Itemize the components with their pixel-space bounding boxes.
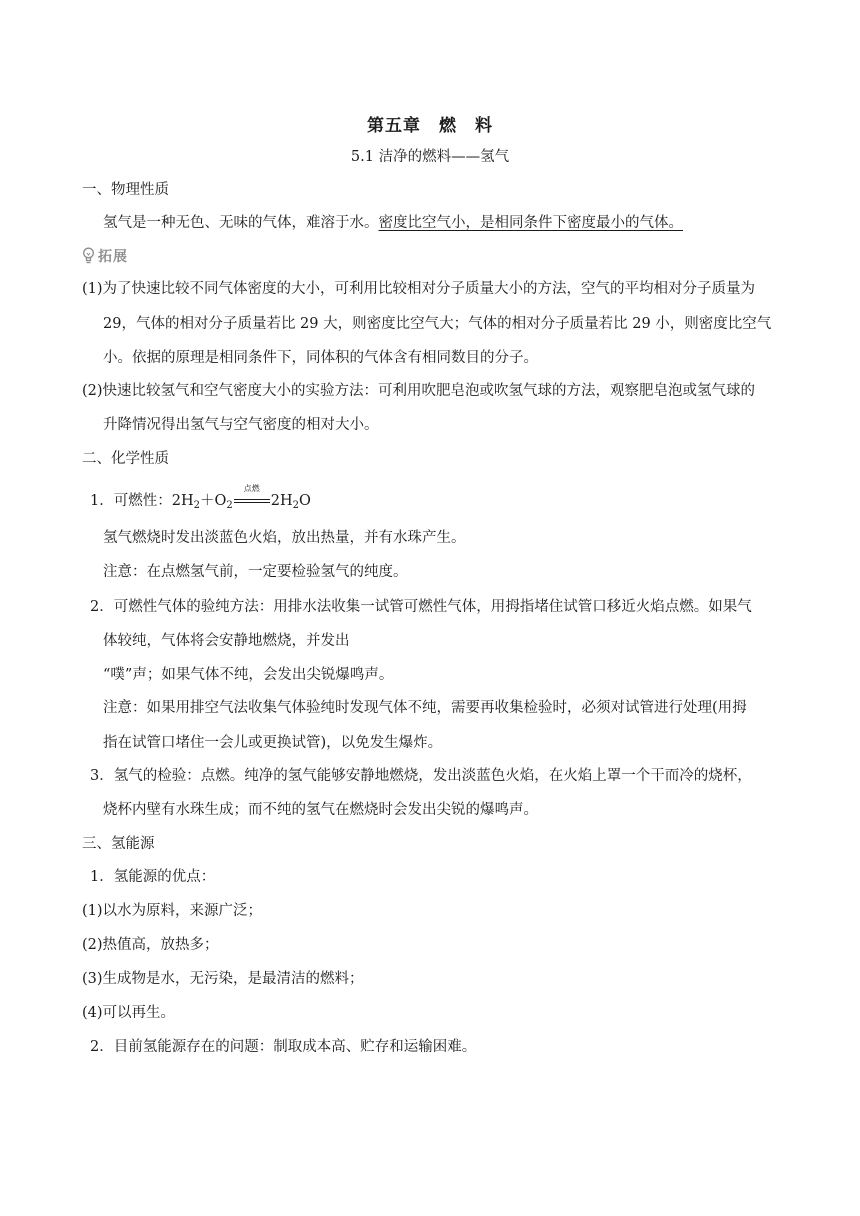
energy-problems: 2．目前氢能源存在的问题：制取成本高、贮存和运输困难。 [90,1039,477,1055]
extension-item-2-line-2: 升降情况得出氢气与空气密度的相对大小。 [103,417,379,433]
section-title: 5.1 洁净的燃料——氢气 [350,149,510,165]
hydrogen-test-line-2: 烧杯内壁有水珠生成；而不纯的氢气在燃烧时会发出尖锐的爆鸣声。 [103,802,538,818]
combustion-label: 1．可燃性： [90,493,172,509]
advantage-item-4: (4)可以再生。 [82,1005,176,1021]
advantage-item-3: (3)生成物是水，无污染，是最清洁的燃料； [82,971,364,987]
purity-test-line-3: “噗”声；如果气体不纯，会发出尖锐爆鸣声。 [103,667,394,683]
extension-item-2-line-1: (2)快速比较氢气和空气密度大小的实验方法：可利用吹肥皂泡或吹氢气球的方法，观察肥皂泡或氢气球的 [82,383,756,399]
physical-text-plain: 氢气是一种无色、无味的气体，难溶于水。 [103,215,379,231]
physical-text-underlined: 密度比空气小，是相同条件下密度最小的气体。 [378,215,683,231]
chemical-equation: $2H_2+O_2$ 点燃 $2H_2O$ [171,484,311,511]
extension-item-1-line-2: 29，气体的相对分子质量若比 29 大，则密度比空气大；气体的相对分子质量若比 29 小，则密度比空气 [103,316,772,332]
extension-label [82,246,128,266]
advantage-item-1: (1)以水为原料，来源广泛； [82,903,263,919]
purity-test-line-2: 体较纯，气体将会安静地燃烧，并发出 [103,633,350,649]
purity-test-line-1: 2．可燃性气体的验纯方法：用排水法收集一试管可燃性气体，用拇指堵住试管口移近火焰点燃。如果气 [90,599,752,615]
purity-test-note-line-2: 指在试管口堵住一会儿或更换试管)，以免发生爆炸。 [103,735,443,751]
advantages-title: 1．氢能源的优点： [90,869,216,885]
heading-hydrogen-energy: 三、氢能源 [82,836,155,852]
extension-item-1-line-1: (1)为了快速比较不同气体密度的大小，可利用比较相对分子质量大小的方法，空气的平均相对分子质量为 [82,281,756,297]
condition-label: 点燃 [243,484,260,493]
heading-physical-properties: 一、物理性质 [82,182,169,198]
advantage-item-2: (2)热值高，放热多； [82,937,219,953]
reaction-condition [234,484,270,507]
extension-label-text: 拓展 [98,249,128,265]
purity-test-note-line-1: 注意：如果用排空气法收集气体验纯时发现气体不纯，需要再收集检验时，必须对试管进行处理(用拇 [103,700,747,716]
combustion-note: 注意：在点燃氢气前，一定要检验氢气的纯度。 [103,564,408,580]
physical-properties-text [103,213,803,233]
lightbulb-icon [82,247,95,265]
chapter-title: 第五章 燃 料 [367,116,493,136]
extension-item-1-line-3: 小。依据的原理是相同条件下，同体积的气体含有相同数目的分子。 [103,350,538,366]
combustion-equation-line [90,484,790,511]
hydrogen-test-line-1: 3．氢气的检验：点燃。纯净的氢气能够安静地燃烧，发出淡蓝色火焰，在火焰上罩一个干而冷的烧杯， [90,768,752,784]
heading-chemical-properties: 二、化学性质 [82,451,169,467]
combustion-description: 氢气燃烧时发出淡蓝色火焰，放出热量，并有水珠产生。 [103,530,466,546]
